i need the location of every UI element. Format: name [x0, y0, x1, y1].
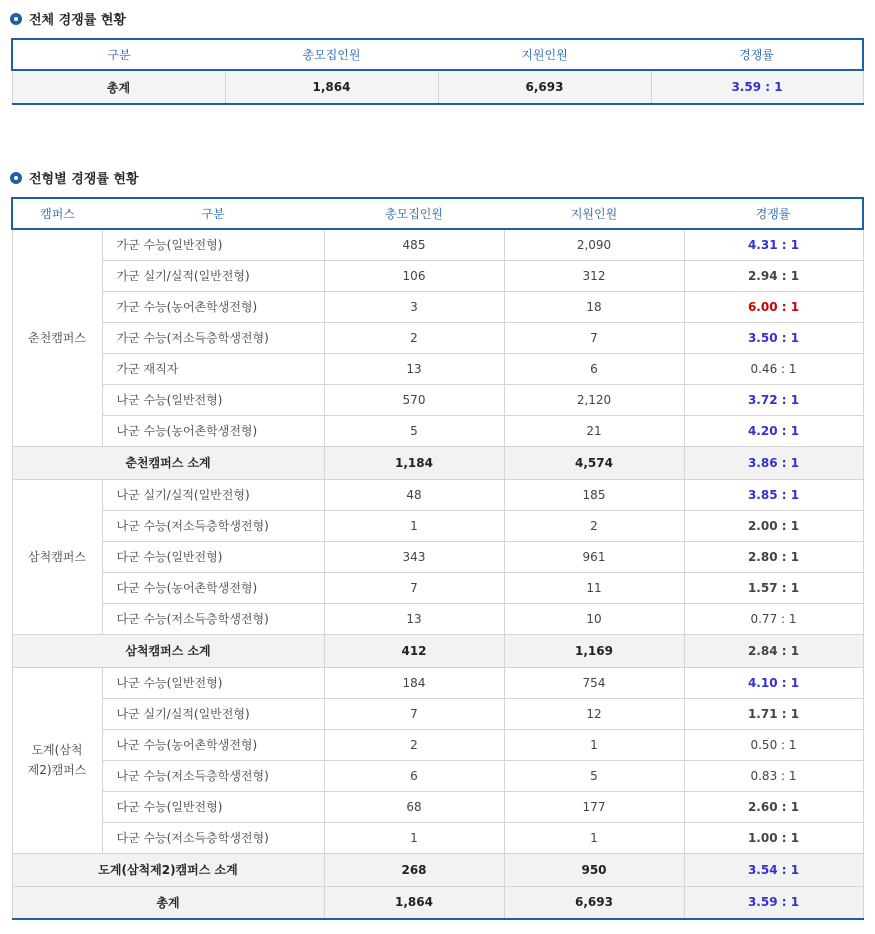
applicants-cell: 21: [504, 415, 684, 446]
ratio-cell: 0.77 : 1: [684, 603, 863, 634]
section-title-text: 전형별 경쟁률 현황: [29, 172, 139, 187]
table-row: [12, 603, 863, 634]
table-row: [12, 760, 863, 791]
subtotal-recruit: 268: [324, 853, 504, 886]
recruit-cell: 106: [324, 260, 504, 291]
admission-type-cell: 다군 수능(저소득층학생전형): [102, 603, 324, 634]
admission-type-cell: 가군 재직자: [102, 353, 324, 384]
ratio-cell: 1.00 : 1: [684, 822, 863, 853]
total-label: 총계: [12, 70, 225, 104]
applicants-cell: 177: [504, 791, 684, 822]
applicants-cell: 6: [504, 353, 684, 384]
admission-type-cell: 나군 수능(저소득층학생전형): [102, 510, 324, 541]
applicants-cell: 961: [504, 541, 684, 572]
applicants-cell: 12: [504, 698, 684, 729]
table-row: [12, 479, 863, 510]
applicants-cell: 1: [504, 822, 684, 853]
subtotal-recruit: 412: [324, 634, 504, 667]
recruit-cell: 5: [324, 415, 504, 446]
overall-competition-table: [11, 38, 864, 105]
admission-type-cell: 나군 수능(일반전형): [102, 384, 324, 415]
total-label: 총계: [12, 886, 324, 919]
ratio-cell: 0.50 : 1: [684, 729, 863, 760]
ratio-cell: 0.46 : 1: [684, 353, 863, 384]
applicants-cell: 2: [504, 510, 684, 541]
admission-type-cell: 가군 수능(농어촌학생전형): [102, 291, 324, 322]
ratio-cell: 2.94 : 1: [684, 260, 863, 291]
admission-type-cell: 다군 수능(일반전형): [102, 541, 324, 572]
recruit-cell: 184: [324, 667, 504, 698]
section-title-text: 전체 경쟁률 현황: [29, 13, 126, 28]
applicants-cell: 2,090: [504, 229, 684, 260]
applicants-cell: 1: [504, 729, 684, 760]
subtotal-ratio: 3.86 : 1: [684, 446, 863, 479]
subtotal-applicants: 4,574: [504, 446, 684, 479]
admission-type-cell: 나군 수능(저소득층학생전형): [102, 760, 324, 791]
header-applicants: 지원인원: [504, 198, 684, 229]
ratio-cell: 6.00 : 1: [684, 291, 863, 322]
recruit-cell: 1: [324, 510, 504, 541]
applicants-cell: 185: [504, 479, 684, 510]
table-row-total: [12, 70, 863, 104]
applicants-cell: 5: [504, 760, 684, 791]
admission-type-cell: 다군 수능(일반전형): [102, 791, 324, 822]
recruit-cell: 7: [324, 572, 504, 603]
campus-name-cell: [12, 667, 102, 853]
applicants-cell: 11: [504, 572, 684, 603]
ratio-cell: 3.85 : 1: [684, 479, 863, 510]
recruit-cell: 13: [324, 353, 504, 384]
admission-type-cell: 나군 실기/실적(일반전형): [102, 479, 324, 510]
recruit-cell: 6: [324, 760, 504, 791]
header-campus: 캠퍼스: [12, 198, 102, 229]
table-row-total: [12, 886, 863, 919]
table-header-row: [12, 198, 863, 229]
applicants-cell: 10: [504, 603, 684, 634]
table-row: [12, 415, 863, 446]
ratio-cell: 3.50 : 1: [684, 322, 863, 353]
admission-type-cell: 나군 수능(일반전형): [102, 667, 324, 698]
admission-type-cell: 나군 실기/실적(일반전형): [102, 698, 324, 729]
ratio-cell: 4.31 : 1: [684, 229, 863, 260]
section-title-overall: [10, 9, 126, 28]
table-row: [12, 667, 863, 698]
header-category: 구분: [12, 39, 225, 70]
table-row: [12, 510, 863, 541]
applicants-cell: 18: [504, 291, 684, 322]
subtotal-applicants: 1,169: [504, 634, 684, 667]
table-row-subtotal: [12, 446, 863, 479]
recruit-cell: 485: [324, 229, 504, 260]
header-category: 구분: [102, 198, 324, 229]
bullet-icon: [10, 172, 22, 184]
recruit-cell: 3: [324, 291, 504, 322]
ratio-cell: 2.60 : 1: [684, 791, 863, 822]
header-ratio: 경쟁률: [684, 198, 863, 229]
table-header-row: [12, 39, 863, 70]
applicants-cell: 312: [504, 260, 684, 291]
table-row: [12, 698, 863, 729]
admission-type-cell: 나군 수능(농어촌학생전형): [102, 729, 324, 760]
campus-name-line1: 도계(삼척: [31, 743, 83, 757]
header-recruit: 총모집인원: [225, 39, 438, 70]
subtotal-ratio: 2.84 : 1: [684, 634, 863, 667]
subtotal-label: 도계(삼척제2)캠퍼스 소계: [12, 853, 324, 886]
recruit-cell: 343: [324, 541, 504, 572]
ratio-cell: 2.80 : 1: [684, 541, 863, 572]
ratio-cell: 3.72 : 1: [684, 384, 863, 415]
table-row: [12, 384, 863, 415]
ratio-cell: 1.71 : 1: [684, 698, 863, 729]
ratio-cell: 2.00 : 1: [684, 510, 863, 541]
bullet-icon: [10, 13, 22, 25]
total-applicants: 6,693: [504, 886, 684, 919]
ratio-cell: 4.20 : 1: [684, 415, 863, 446]
recruit-cell: 68: [324, 791, 504, 822]
total-applicants: 6,693: [438, 70, 651, 104]
section-title-by-type: [10, 168, 139, 187]
table-row-subtotal: [12, 634, 863, 667]
header-recruit: 총모집인원: [324, 198, 504, 229]
applicants-cell: 754: [504, 667, 684, 698]
subtotal-ratio: 3.54 : 1: [684, 853, 863, 886]
admission-type-cell: 가군 수능(저소득층학생전형): [102, 322, 324, 353]
table-row-subtotal: [12, 853, 863, 886]
recruit-cell: 48: [324, 479, 504, 510]
subtotal-recruit: 1,184: [324, 446, 504, 479]
subtotal-label: 춘천캠퍼스 소계: [12, 446, 324, 479]
table-row: [12, 541, 863, 572]
header-ratio: 경쟁률: [651, 39, 863, 70]
table-row: [12, 791, 863, 822]
total-recruit: 1,864: [225, 70, 438, 104]
table-row: [12, 729, 863, 760]
campus-name-cell: 삼척캠퍼스: [12, 479, 102, 634]
campus-name-line2: 제2)캠퍼스: [27, 763, 87, 777]
table-row: [12, 822, 863, 853]
applicants-cell: 7: [504, 322, 684, 353]
admission-type-cell: 다군 수능(저소득층학생전형): [102, 822, 324, 853]
ratio-cell: 0.83 : 1: [684, 760, 863, 791]
total-ratio: 3.59 : 1: [684, 886, 863, 919]
table-row: [12, 260, 863, 291]
recruit-cell: 7: [324, 698, 504, 729]
table-row: [12, 291, 863, 322]
by-type-competition-table: [11, 197, 864, 920]
ratio-cell: 1.57 : 1: [684, 572, 863, 603]
admission-type-cell: 다군 수능(농어촌학생전형): [102, 572, 324, 603]
recruit-cell: 1: [324, 822, 504, 853]
recruit-cell: 2: [324, 322, 504, 353]
subtotal-label: 삼척캠퍼스 소계: [12, 634, 324, 667]
table-row: [12, 572, 863, 603]
table-row: [12, 353, 863, 384]
table-row: [12, 322, 863, 353]
total-ratio: 3.59 : 1: [651, 70, 863, 104]
admission-type-cell: 가군 수능(일반전형): [102, 229, 324, 260]
recruit-cell: 13: [324, 603, 504, 634]
campus-name-cell: 춘천캠퍼스: [12, 229, 102, 446]
subtotal-applicants: 950: [504, 853, 684, 886]
recruit-cell: 2: [324, 729, 504, 760]
header-applicants: 지원인원: [438, 39, 651, 70]
total-recruit: 1,864: [324, 886, 504, 919]
admission-type-cell: 가군 실기/실적(일반전형): [102, 260, 324, 291]
ratio-cell: 4.10 : 1: [684, 667, 863, 698]
recruit-cell: 570: [324, 384, 504, 415]
applicants-cell: 2,120: [504, 384, 684, 415]
admission-type-cell: 나군 수능(농어촌학생전형): [102, 415, 324, 446]
table-row: [12, 229, 863, 260]
